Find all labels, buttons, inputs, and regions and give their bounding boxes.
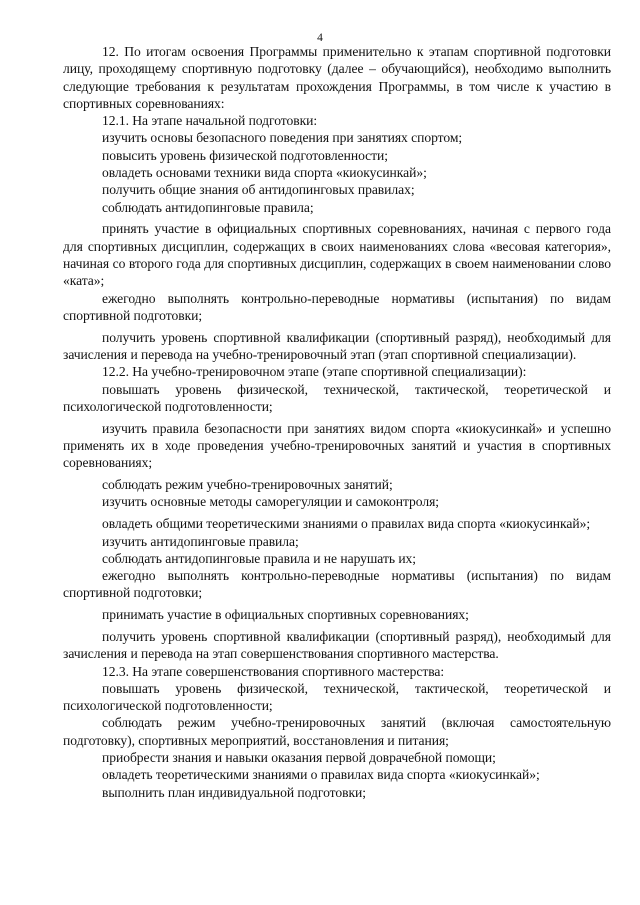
list-item: овладеть теоретическими знаниями о правилах вида спорта «киокусинкай»; bbox=[102, 767, 540, 783]
list-item: ежегодно выполнять контрольно-переводные нормативы (испытания) по видам спортивной подготовки; bbox=[63, 290, 611, 323]
list-item: получить уровень спортивной квалификации (спортивный разряд), необходимый для зачисления и перевода на этап совершенствования спортивного мастерства. bbox=[63, 629, 611, 662]
heading-12-3: 12.3. На этапе совершенствования спортивного мастерства: bbox=[102, 663, 445, 679]
heading-12-2: 12.2. На учебно-тренировочном этапе (этапе спортивной специализации): bbox=[102, 364, 527, 380]
heading-12-1: 12.1. На этапе начальной подготовки: bbox=[102, 113, 318, 129]
paragraph-12-intro: 12. По итогам освоения Программы применительно к этапам спортивной подготовки лицу, проходящему спортивную подготовку (далее – обучающийся), необходимо выполнить следующие требования к результатам прохождения Программы, в том числе к участию в спортивных соревнованиях: bbox=[63, 44, 611, 111]
list-item: изучить правила безопасности при занятиях видом спорта «киокусинкай» и успешно применять их в ходе проведения учебно-тренировочных занятий и участия в спортивных соревнованиях; bbox=[63, 420, 611, 471]
list-item: овладеть общими теоретическими знаниями о правилах вида спорта «киокусинкай»; bbox=[102, 516, 591, 532]
list-item: принять участие в официальных спортивных соревнованиях, начиная с первого года для спортивных дисциплин, содержащих в своих наименованиях слова «весовая категория», начиная со второго года для спортивных дисциплин, содержащих в своем наименовании слово «ката»; bbox=[63, 221, 611, 289]
list-item: соблюдать режим учебно-тренировочных занятий (включая самостоятельную подготовку), спортивных мероприятий, восстановления и питания; bbox=[63, 715, 611, 748]
list-item: приобрести знания и навыки оказания первой доврачебной помощи; bbox=[102, 750, 496, 766]
document-body bbox=[63, 43, 611, 801]
list-item: изучить основные методы саморегуляции и самоконтроля; bbox=[102, 494, 440, 510]
list-item: повышать уровень физической, технической, тактической, теоретической и психологической подготовленности; bbox=[63, 381, 611, 414]
list-item: выполнить план индивидуальной подготовки; bbox=[102, 784, 366, 800]
list-item: повышать уровень физической, технической, тактической, теоретической и психологической подготовленности; bbox=[63, 680, 611, 714]
list-item: принимать участие в официальных спортивных соревнованиях; bbox=[102, 607, 469, 623]
page-number: 4 bbox=[317, 32, 323, 44]
list-item: овладеть основами техники вида спорта «киокусинкай»; bbox=[102, 165, 427, 181]
list-item: повысить уровень физической подготовленности; bbox=[102, 147, 388, 163]
list-item: соблюдать режим учебно-тренировочных занятий; bbox=[102, 477, 393, 493]
list-item: изучить основы безопасного поведения при занятиях спортом; bbox=[102, 130, 463, 146]
list-item: получить общие знания об антидопинговых правилах; bbox=[102, 182, 415, 198]
list-item: соблюдать антидопинговые правила; bbox=[102, 199, 314, 215]
list-item: соблюдать антидопинговые правила и не нарушать их; bbox=[102, 550, 417, 566]
list-item: ежегодно выполнять контрольно-переводные нормативы (испытания) по видам спортивной подготовки; bbox=[63, 568, 611, 601]
list-item: получить уровень спортивной квалификации (спортивный разряд), необходимый для зачисления и перевода на учебно-тренировочный этап (этап спортивной специализации). bbox=[63, 329, 611, 363]
list-item: изучить антидопинговые правила; bbox=[102, 533, 299, 549]
